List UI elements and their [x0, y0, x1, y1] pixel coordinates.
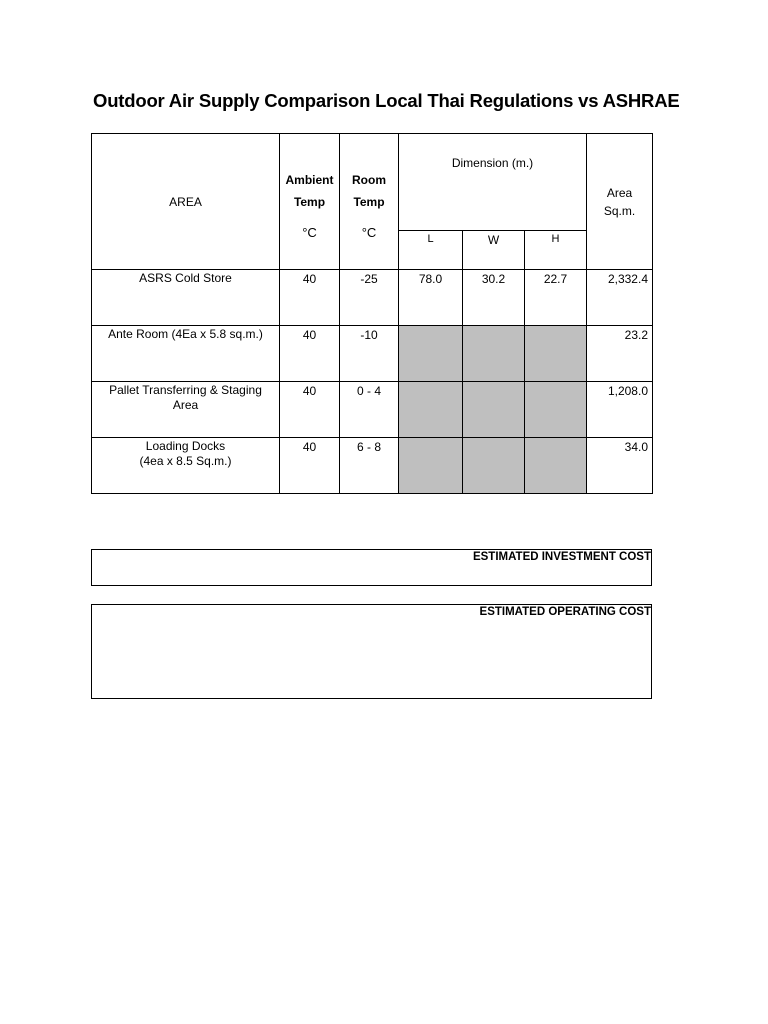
header-dimension-label: Dimension (m.) [451, 156, 534, 170]
row-dim-l [399, 438, 463, 494]
row-room: -25 [340, 270, 399, 326]
header-ambient-temp [280, 134, 340, 270]
air-supply-table [91, 133, 653, 494]
row-area-sqm: 2,332.4 [587, 270, 653, 326]
page-title: Outdoor Air Supply Comparison Local Thai Regulations vs ASHRAE [93, 90, 680, 111]
row-ambient: 40 [280, 326, 340, 382]
row-ambient: 40 [280, 382, 340, 438]
row-area-name [92, 270, 280, 326]
row-dim-h [525, 326, 587, 382]
header-area-sqm-line1: Area [606, 185, 633, 200]
row-dim-l [399, 382, 463, 438]
row-area-name [92, 438, 280, 494]
row-dim-h: 22.7 [525, 270, 587, 326]
row-area-sqm: 34.0 [587, 438, 653, 494]
row-room: 0 - 4 [340, 382, 399, 438]
table-row [92, 438, 653, 494]
header-room-temp [340, 134, 399, 270]
header-room-unit: °C [361, 225, 377, 240]
row-dim-h [525, 438, 587, 494]
header-room-line2: Temp [353, 195, 385, 209]
investment-cost-box [91, 549, 652, 586]
investment-cost-label: ESTIMATED INVESTMENT COST [472, 551, 651, 563]
row-area-name-line1: Ante Room (4Ea x 5.8 sq.m.) [108, 327, 263, 341]
header-dimension [399, 134, 587, 231]
header-ambient-unit: °C [302, 225, 317, 240]
operating-cost-label: ESTIMATED OPERATING COST [479, 606, 651, 618]
row-area-name [92, 382, 280, 438]
row-area-name-line1: Loading Docks [145, 439, 226, 453]
row-area-name-line2: Area [172, 398, 199, 412]
table-row [92, 326, 653, 382]
header-ambient-line2: Temp [293, 195, 326, 209]
row-area-name [92, 326, 280, 382]
header-area [92, 134, 280, 270]
operating-cost-box [91, 604, 652, 699]
row-dim-w [463, 438, 525, 494]
row-ambient: 40 [280, 270, 340, 326]
header-area-label: AREA [169, 194, 202, 209]
header-area-sqm [587, 134, 653, 270]
row-room: -10 [340, 326, 399, 382]
header-dim-w: W [463, 231, 525, 270]
row-area-sqm: 1,208.0 [587, 382, 653, 438]
table-row [92, 382, 653, 438]
row-ambient: 40 [280, 438, 340, 494]
row-area-name-line2: (4ea x 8.5 Sq.m.) [139, 454, 232, 468]
header-area-sqm-line2: Sq.m. [603, 203, 636, 218]
row-area-name-line1: Pallet Transferring & Staging [109, 383, 262, 397]
table-row [92, 270, 653, 326]
row-dim-w [463, 326, 525, 382]
header-room-line1: Room [352, 173, 386, 187]
header-dim-l: L [399, 231, 463, 270]
row-room: 6 - 8 [340, 438, 399, 494]
row-area-name-line1: ASRS Cold Store [139, 271, 232, 285]
row-dim-w: 30.2 [463, 270, 525, 326]
header-dim-h: H [525, 231, 587, 270]
row-dim-h [525, 382, 587, 438]
row-dim-l: 78.0 [399, 270, 463, 326]
row-dim-w [463, 382, 525, 438]
row-dim-l [399, 326, 463, 382]
row-area-sqm: 23.2 [587, 326, 653, 382]
header-ambient-line1: Ambient [285, 173, 334, 187]
